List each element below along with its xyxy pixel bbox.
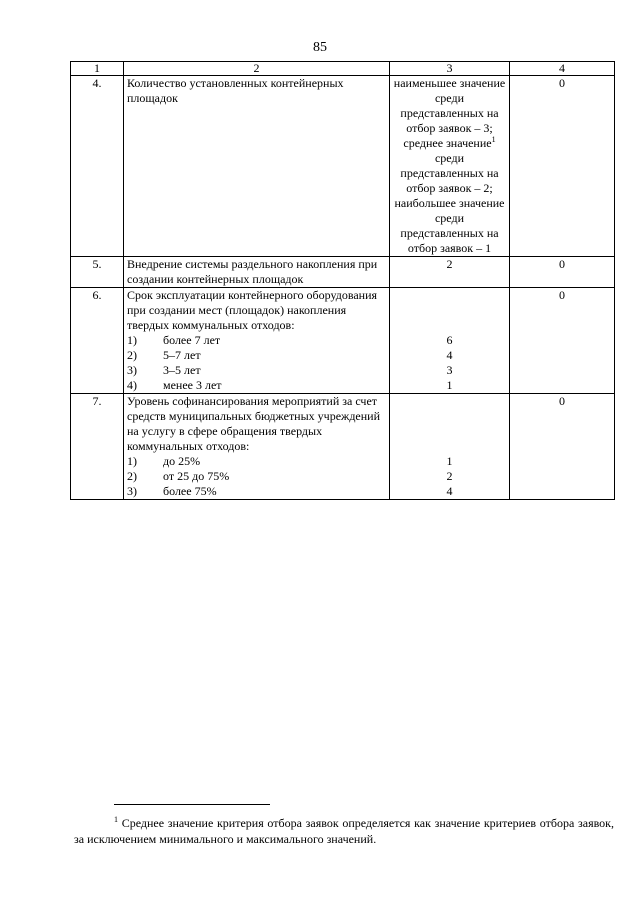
criterion-cell [124,288,390,394]
weight-cell: 0 [510,257,615,288]
page-number: 85 [313,40,327,55]
weight-cell: 0 [510,76,615,257]
row-number: 6. [71,288,124,394]
list-item [127,333,386,348]
list-item [127,363,386,378]
criterion-text: Срок эксплуатации контейнерного оборудования при создании мест (площадок) накопления твердых коммунальных отходов: [127,288,378,332]
item-text: менее 3 лет [163,378,222,392]
row-number: 4. [71,76,124,257]
score-text: наибольшее значение среди представленных на отбор заявок – 1 [394,196,505,255]
criterion-text: Уровень софинансирования мероприятий за счет средств муниципальных бюджетных учреждений на услугу в сфере обращения твердых коммунальных отходов: [127,394,381,453]
weight-cell: 0 [510,288,615,394]
score-text: среди представленных на отбор заявок – 2; [400,151,499,195]
list-item [127,454,386,469]
list-item [127,378,386,393]
table-header-row [71,62,615,76]
header-cell: 1 [71,62,124,76]
item-number: 3) [127,363,137,377]
header-cell: 2 [124,62,390,76]
weight-cell: 0 [510,394,615,500]
list-item [127,484,386,499]
footnote-text: Среднее значение критерия отбора заявок определяется как значение критериев отбора заявок, за исключением минимального и максимального значений. [74,816,614,846]
footnote-divider [114,804,270,805]
row-number: 5. [71,257,124,288]
table-row [71,394,615,500]
footnote-mark: 1 [491,135,496,144]
item-number: 2) [127,348,137,362]
item-text: более 7 лет [163,333,221,347]
score-cell [390,394,510,500]
table-row [71,257,615,288]
item-number: 4) [127,378,137,392]
item-score: 4 [446,484,453,498]
criteria-table [70,61,615,500]
list-item [127,469,386,484]
header-cell: 3 [390,62,510,76]
criterion-text: Внедрение системы раздельного накопления при создании контейнерных площадок [124,257,390,288]
item-number: 1) [127,333,137,347]
item-score: 1 [446,378,453,392]
item-text: 5–7 лет [163,348,201,362]
item-number: 2) [127,469,137,483]
item-text: 3–5 лет [163,363,201,377]
row-number: 7. [71,394,124,500]
table-row [71,288,615,394]
table-row [71,76,615,257]
item-score: 1 [446,454,453,468]
footnote-mark: 1 [114,815,118,824]
item-score: 4 [446,348,453,362]
score-cell [390,76,510,257]
score-text: наименьшее значение среди представленных на отбор заявок – 3; [393,76,506,135]
item-text: более 75% [163,484,217,498]
list-item [127,348,386,363]
item-text: до 25% [163,454,201,468]
item-text: от 25 до 75% [163,469,230,483]
score-cell: 2 [390,257,510,288]
item-number: 3) [127,484,137,498]
item-score: 6 [446,333,453,347]
criterion-text: Количество установленных контейнерных площадок [124,76,390,257]
score-cell [390,288,510,394]
item-score: 3 [446,363,453,377]
item-number: 1) [127,454,137,468]
item-score: 2 [446,469,453,483]
criterion-cell [124,394,390,500]
header-cell: 4 [510,62,615,76]
score-text: среднее значение [403,136,492,150]
footnote [74,815,614,847]
